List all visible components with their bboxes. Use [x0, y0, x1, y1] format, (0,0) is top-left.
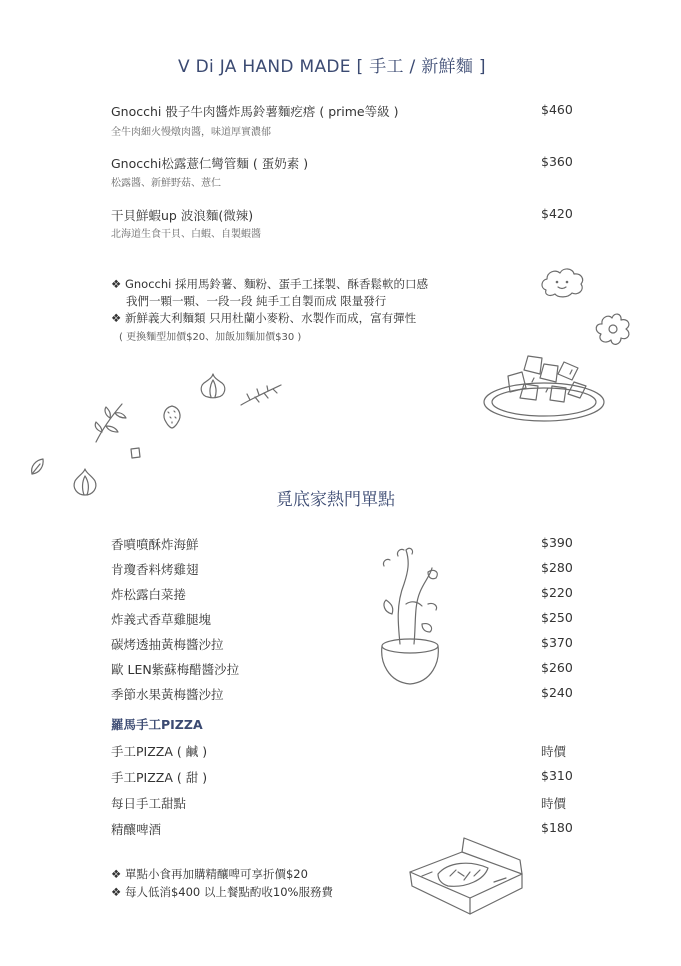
- menu-item-price: $280: [541, 560, 573, 575]
- menu-item-price: $370: [541, 635, 573, 650]
- menu-item-price: 時價: [541, 796, 567, 811]
- handmade-title: V Di JA HAND MADE [ 手工 / 新鮮麵 ]: [178, 57, 486, 77]
- menu-item-price: $250: [541, 610, 573, 625]
- menu-item-name: 手工PIZZA ( 鹹 ): [111, 744, 208, 759]
- menu-item-name: 碳烤透抽黃梅醬沙拉: [111, 637, 224, 652]
- menu-item-name: Gnocchi 骰子牛肉醬炸馬鈴薯麵疙瘩 ( prime等級 ): [111, 104, 399, 119]
- herb-sprig-icon: [238, 382, 284, 408]
- menu-item-name: 歐 LEN紫蘇梅醋醬沙拉: [111, 662, 240, 677]
- garlic-icon: [198, 372, 228, 400]
- garlic-bulb-icon: [70, 466, 100, 498]
- menu-item-price: $180: [541, 820, 573, 835]
- menu-item-price: $460: [541, 102, 573, 117]
- menu-item-price: $220: [541, 585, 573, 600]
- menu-item-price: $420: [541, 206, 573, 221]
- pizza-section-title: 羅馬手工PIZZA: [111, 717, 203, 732]
- note-line: ❖ 每人低消$400 以上餐點酌收10%服務費: [111, 885, 333, 899]
- note-line: ( 更換麵型加價$20、加飯加麵加價$30 ): [119, 332, 302, 343]
- menu-item-desc: 全牛肉細火慢燉肉醬，味道厚實濃郁: [111, 127, 271, 138]
- menu-item-price: $310: [541, 768, 573, 783]
- menu-item-price: $260: [541, 660, 573, 675]
- pizza-box-icon: [404, 832, 528, 924]
- menu-item-name: 季節水果黃梅醬沙拉: [111, 687, 224, 702]
- plant-pot-icon: [370, 544, 450, 694]
- menu-item-name: 肯瓊香料烤雞翅: [111, 562, 199, 577]
- menu-item-price: 時價: [541, 744, 567, 759]
- cloud-face-icon: [538, 264, 588, 300]
- herb-branch-icon: [88, 398, 136, 446]
- menu-item-price: $390: [541, 535, 573, 550]
- note-line: 我們一顆一顆、一段一段 純手工自製而成 限量發行: [126, 294, 387, 308]
- leaf-icon: [28, 456, 46, 478]
- menu-item-desc: 北海道生食干貝、白蝦、自製蝦醬: [111, 229, 261, 240]
- popular-title: 覓底家熱門單點: [276, 490, 395, 510]
- menu-item-name: 香噴噴酥炸海鮮: [111, 537, 199, 552]
- menu-item-name: 炸松露白菜捲: [111, 587, 187, 602]
- menu-item-name: 每日手工甜點: [111, 796, 187, 811]
- flower-icon: [590, 310, 636, 350]
- menu-item-name: 手工PIZZA ( 甜 ): [111, 770, 208, 785]
- menu-item-desc: 松露醬、新鮮野菇、薏仁: [111, 178, 221, 189]
- menu-item-price: $360: [541, 154, 573, 169]
- menu-item-name: Gnocchi松露薏仁彎管麵 ( 蛋奶素 ): [111, 156, 309, 171]
- note-line: ❖ 單點小食再加購精釀啤可享折價$20: [111, 867, 308, 881]
- menu-item-price: $240: [541, 685, 573, 700]
- menu-item-name: 炸義式香草雞腿塊: [111, 612, 212, 627]
- menu-item-name: 干貝鮮蝦up 波浪麵(微辣): [111, 208, 254, 223]
- menu-item-name: 精釀啤酒: [111, 822, 162, 837]
- snack-plate-icon: [480, 348, 608, 426]
- note-line: ❖ Gnocchi 採用馬鈴薯、麵粉、蛋手工揉製、酥香鬆軟的口感: [111, 277, 428, 291]
- scrap-icon: [128, 446, 142, 460]
- strawberry-icon: [160, 402, 184, 430]
- note-line: ❖ 新鮮義大利麵類 只用杜蘭小麥粉、水製作而成，富有彈性: [111, 311, 417, 325]
